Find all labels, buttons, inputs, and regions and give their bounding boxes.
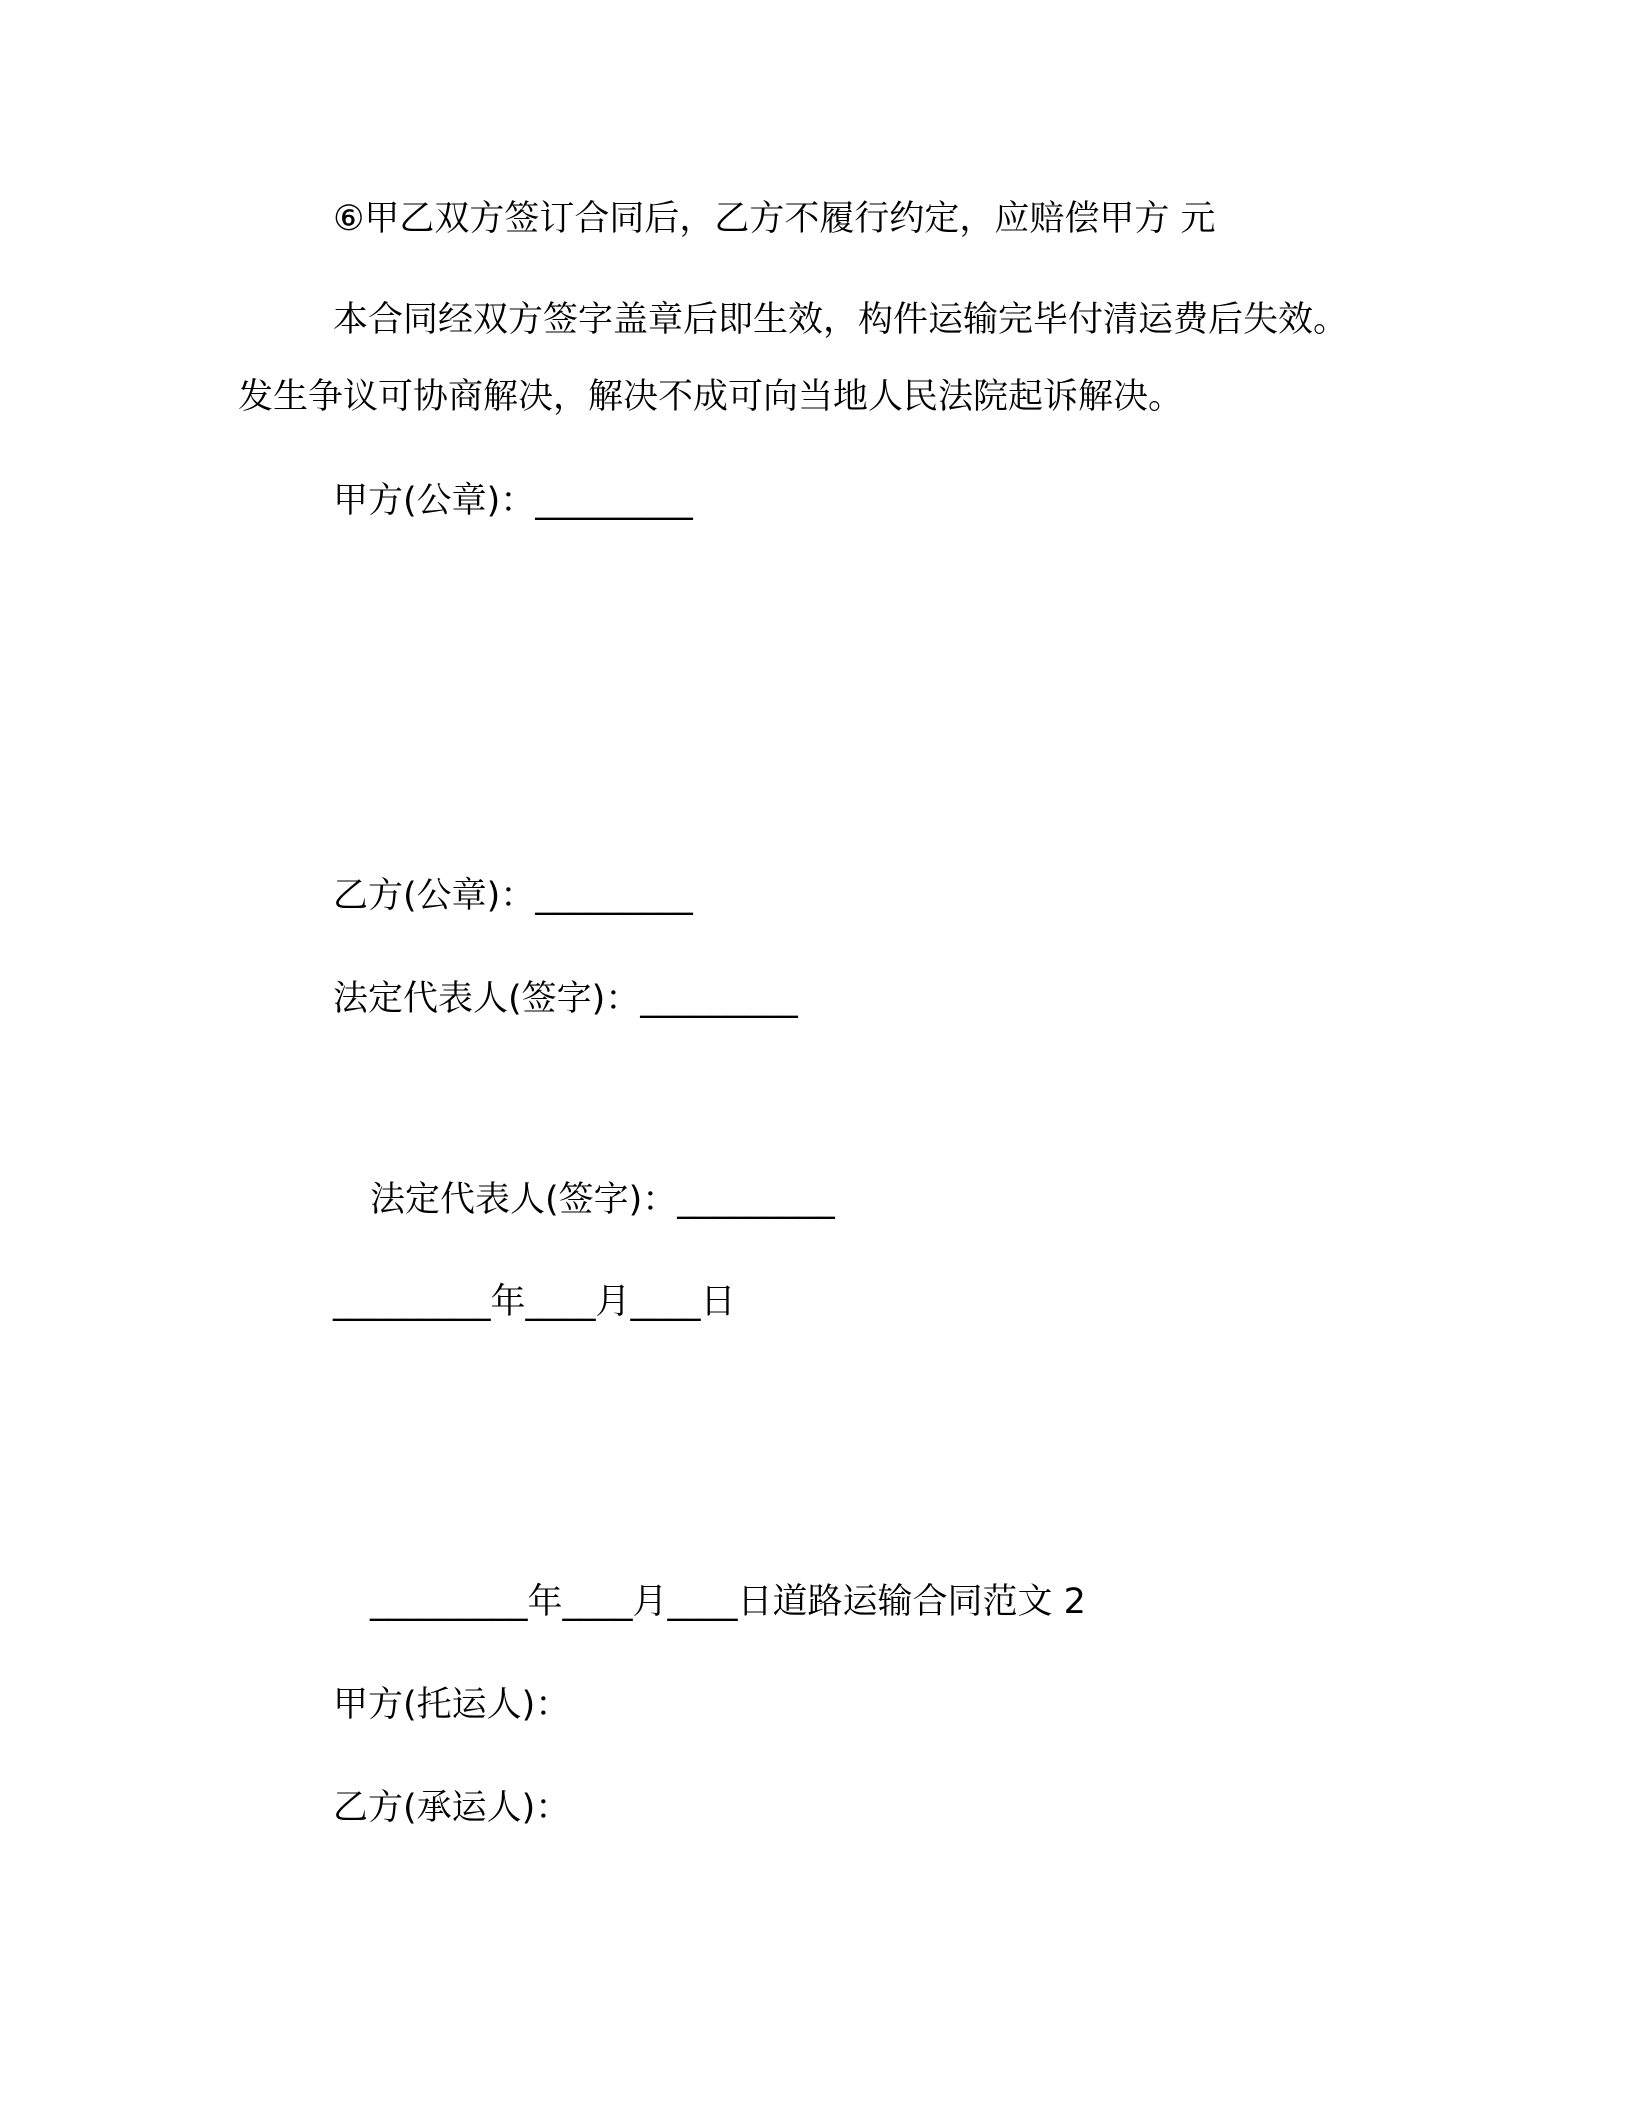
clause-6-text: ⑥甲乙双方签订合同后，乙方不履行约定，应赔偿甲方 元 — [333, 199, 1216, 239]
date-and-contract-title-line: _________年____月____日道路运输合同范文 2 — [370, 1582, 1086, 1622]
date-line: _________年____月____日 — [333, 1282, 736, 1322]
effective-clause-line-2: 发生争议可协商解决，解决不成可向当地人民法院起诉解决。 — [238, 377, 1184, 417]
party-b-carrier-line: 乙方(承运人)： — [333, 1788, 571, 1828]
legal-rep-signature-line-2: 法定代表人(签字)：_________ — [370, 1180, 835, 1220]
party-b-seal-line: 乙方(公章)：_________ — [333, 876, 693, 916]
legal-rep-signature-line-1: 法定代表人(签字)：_________ — [333, 979, 798, 1019]
party-a-seal-line: 甲方(公章)：_________ — [333, 481, 693, 521]
party-a-consignor-line: 甲方(托运人)： — [333, 1685, 571, 1725]
effective-clause-line-1: 本合同经双方签字盖章后即生效，构件运输完毕付清运费后失效。 — [333, 300, 1349, 340]
